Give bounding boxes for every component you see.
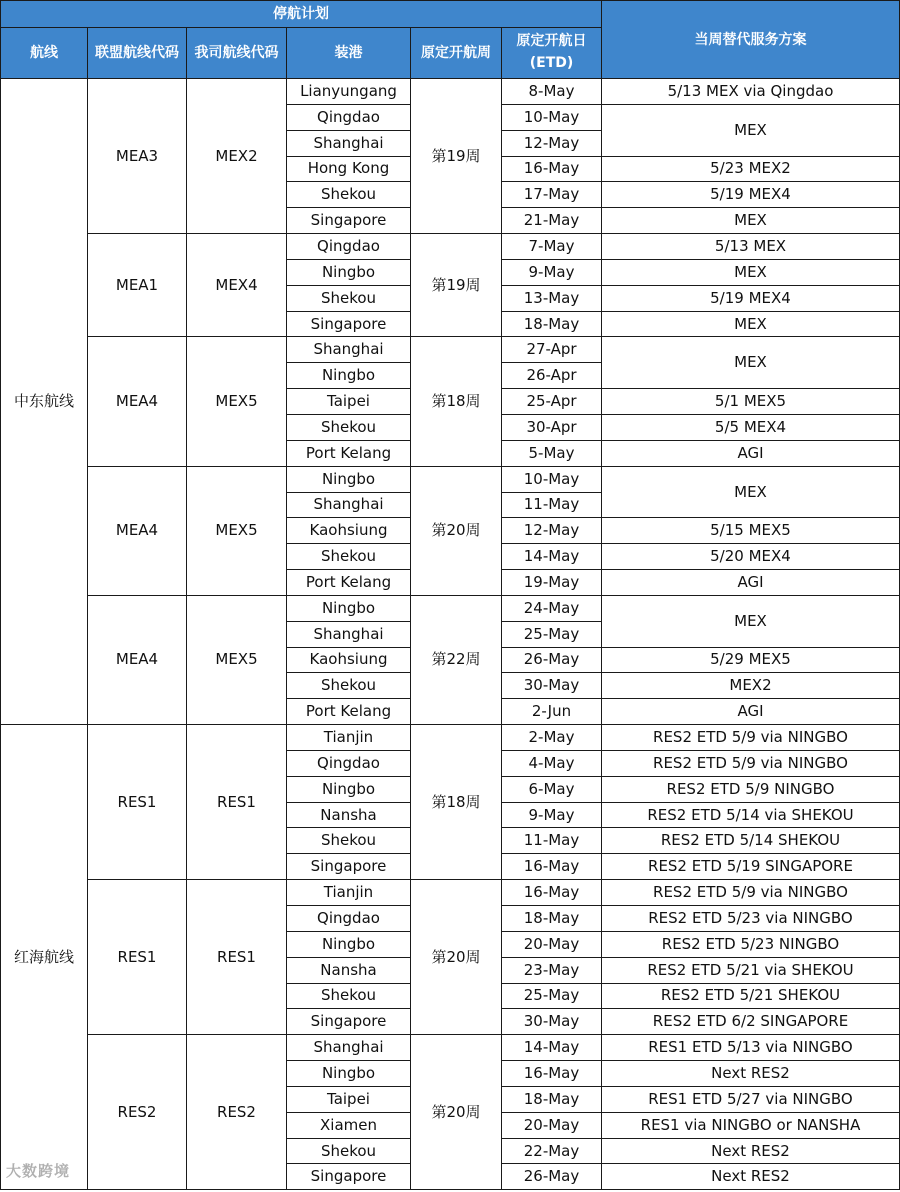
etd-cell: 18-May	[502, 1086, 602, 1112]
port-cell: Qingdao	[287, 234, 411, 260]
alternative-cell: MEX	[602, 311, 900, 337]
etd-header-line2: (ETD)	[529, 55, 574, 71]
etd-cell: 18-May	[502, 311, 602, 337]
etd-cell: 18-May	[502, 906, 602, 932]
port-cell: Qingdao	[287, 906, 411, 932]
alternative-cell: 5/13 MEX	[602, 234, 900, 260]
port-cell: Singapore	[287, 208, 411, 234]
table-row	[1, 234, 900, 260]
etd-cell: 20-May	[502, 1112, 602, 1138]
etd-cell: 4-May	[502, 750, 602, 776]
alternative-cell: AGI	[602, 570, 900, 596]
orig-week-cell: 第19周	[411, 234, 502, 337]
etd-cell: 27-Apr	[502, 337, 602, 363]
etd-cell: 14-May	[502, 544, 602, 570]
our-code-cell: MEX5	[187, 337, 287, 466]
orig-week-cell: 第20周	[411, 880, 502, 1035]
alliance-code-cell: RES1	[88, 725, 187, 880]
alternative-cell: 5/5 MEX4	[602, 414, 900, 440]
etd-cell: 17-May	[502, 182, 602, 208]
port-cell: Shekou	[287, 182, 411, 208]
alternative-cell: 5/13 MEX via Qingdao	[602, 79, 900, 105]
our-code-cell: MEX2	[187, 79, 287, 234]
alternative-cell: 5/19 MEX4	[602, 285, 900, 311]
etd-cell: 11-May	[502, 828, 602, 854]
port-cell: Shekou	[287, 414, 411, 440]
port-cell: Lianyungang	[287, 79, 411, 105]
orig-week-cell: 第19周	[411, 79, 502, 234]
alternative-cell: 5/29 MEX5	[602, 647, 900, 673]
port-cell: Shanghai	[287, 492, 411, 518]
port-cell: Shekou	[287, 285, 411, 311]
etd-header-line1: 原定开航日	[516, 33, 587, 50]
table-row	[1, 337, 900, 363]
col-header-our-code: 我司航线代码	[187, 28, 287, 79]
col-header-route: 航线	[1, 28, 88, 79]
alternative-cell: MEX	[602, 337, 900, 389]
port-cell: Singapore	[287, 1164, 411, 1190]
etd-cell: 25-May	[502, 983, 602, 1009]
alternative-cell: AGI	[602, 699, 900, 725]
alternative-cell: RES2 ETD 5/14 via SHEKOU	[602, 802, 900, 828]
col-header-alternative: 当周替代服务方案	[602, 1, 900, 79]
etd-cell: 11-May	[502, 492, 602, 518]
etd-cell: 30-Apr	[502, 414, 602, 440]
port-cell: Shekou	[287, 673, 411, 699]
alternative-cell: 5/20 MEX4	[602, 544, 900, 570]
etd-cell: 30-May	[502, 673, 602, 699]
etd-cell: 26-May	[502, 647, 602, 673]
alternative-cell: RES2 ETD 5/9 NINGBO	[602, 776, 900, 802]
etd-cell: 16-May	[502, 156, 602, 182]
port-cell: Xiamen	[287, 1112, 411, 1138]
etd-cell: 26-Apr	[502, 363, 602, 389]
table-row	[1, 79, 900, 105]
etd-cell: 25-Apr	[502, 389, 602, 415]
alternative-cell: MEX2	[602, 673, 900, 699]
col-header-port: 装港	[287, 28, 411, 79]
table-row	[1, 466, 900, 492]
etd-cell: 16-May	[502, 880, 602, 906]
port-cell: Taipei	[287, 389, 411, 415]
watermark-logo: 大数跨境	[6, 1162, 71, 1180]
port-cell: Ningbo	[287, 259, 411, 285]
alternative-cell: RES2 ETD 5/23 NINGBO	[602, 931, 900, 957]
table-row	[1, 880, 900, 906]
port-cell: Ningbo	[287, 931, 411, 957]
our-code-cell: RES2	[187, 1035, 287, 1190]
alliance-code-cell: MEA4	[88, 595, 187, 724]
etd-cell: 22-May	[502, 1138, 602, 1164]
alternative-cell: 5/23 MEX2	[602, 156, 900, 182]
etd-cell: 10-May	[502, 466, 602, 492]
port-cell: Singapore	[287, 1009, 411, 1035]
alternative-cell: RES2 ETD 5/14 SHEKOU	[602, 828, 900, 854]
alternative-cell: MEX	[602, 466, 900, 518]
etd-cell: 14-May	[502, 1035, 602, 1061]
port-cell: Hong Kong	[287, 156, 411, 182]
our-code-cell: RES1	[187, 725, 287, 880]
alliance-code-cell: RES2	[88, 1035, 187, 1190]
etd-cell: 30-May	[502, 1009, 602, 1035]
etd-cell: 23-May	[502, 957, 602, 983]
etd-cell: 20-May	[502, 931, 602, 957]
etd-cell: 24-May	[502, 595, 602, 621]
route-cell: 红海航线	[1, 725, 88, 1190]
port-cell: Shekou	[287, 544, 411, 570]
orig-week-cell: 第18周	[411, 337, 502, 466]
port-cell: Port Kelang	[287, 570, 411, 596]
port-cell: Ningbo	[287, 776, 411, 802]
port-cell: Ningbo	[287, 363, 411, 389]
etd-cell: 12-May	[502, 518, 602, 544]
port-cell: Tianjin	[287, 880, 411, 906]
alternative-cell: RES2 ETD 5/21 SHEKOU	[602, 983, 900, 1009]
our-code-cell: RES1	[187, 880, 287, 1035]
alternative-cell: MEX	[602, 259, 900, 285]
alternative-cell: RES1 via NINGBO or NANSHA	[602, 1112, 900, 1138]
etd-cell: 16-May	[502, 854, 602, 880]
port-cell: Ningbo	[287, 466, 411, 492]
etd-cell: 13-May	[502, 285, 602, 311]
port-cell: Shanghai	[287, 1035, 411, 1061]
alternative-cell: AGI	[602, 440, 900, 466]
etd-cell: 12-May	[502, 130, 602, 156]
port-cell: Port Kelang	[287, 440, 411, 466]
port-cell: Shekou	[287, 1138, 411, 1164]
etd-cell: 2-May	[502, 725, 602, 751]
etd-cell: 2-Jun	[502, 699, 602, 725]
port-cell: Ningbo	[287, 1061, 411, 1087]
port-cell: Nansha	[287, 802, 411, 828]
etd-cell: 26-May	[502, 1164, 602, 1190]
alternative-cell: 5/19 MEX4	[602, 182, 900, 208]
alliance-code-cell: MEA4	[88, 466, 187, 595]
table-row	[1, 1035, 900, 1061]
etd-cell: 19-May	[502, 570, 602, 596]
port-cell: Port Kelang	[287, 699, 411, 725]
group-title-header: 停航计划	[1, 1, 602, 28]
alternative-cell: MEX	[602, 104, 900, 156]
alternative-cell: Next RES2	[602, 1138, 900, 1164]
port-cell: Taipei	[287, 1086, 411, 1112]
alternative-cell: RES1 ETD 5/13 via NINGBO	[602, 1035, 900, 1061]
etd-cell: 5-May	[502, 440, 602, 466]
port-cell: Ningbo	[287, 595, 411, 621]
alternative-cell: RES2 ETD 5/23 via NINGBO	[602, 906, 900, 932]
etd-cell: 21-May	[502, 208, 602, 234]
etd-cell: 25-May	[502, 621, 602, 647]
col-header-orig-week: 原定开航周	[411, 28, 502, 79]
orig-week-cell: 第20周	[411, 1035, 502, 1190]
port-cell: Shanghai	[287, 621, 411, 647]
etd-cell: 16-May	[502, 1061, 602, 1087]
our-code-cell: MEX4	[187, 234, 287, 337]
our-code-cell: MEX5	[187, 595, 287, 724]
port-cell: Kaohsiung	[287, 647, 411, 673]
col-header-etd	[502, 28, 602, 79]
alternative-cell: 5/15 MEX5	[602, 518, 900, 544]
port-cell: Qingdao	[287, 750, 411, 776]
port-cell: Shanghai	[287, 130, 411, 156]
port-cell: Nansha	[287, 957, 411, 983]
alternative-cell: 5/1 MEX5	[602, 389, 900, 415]
etd-cell: 9-May	[502, 802, 602, 828]
orig-week-cell: 第20周	[411, 466, 502, 595]
port-cell: Tianjin	[287, 725, 411, 751]
alternative-cell: MEX	[602, 208, 900, 234]
alternative-cell: RES1 ETD 5/27 via NINGBO	[602, 1086, 900, 1112]
alternative-cell: Next RES2	[602, 1061, 900, 1087]
schedule-body	[1, 79, 900, 1190]
alternative-cell: MEX	[602, 595, 900, 647]
port-cell: Shekou	[287, 828, 411, 854]
alternative-cell: RES2 ETD 5/21 via SHEKOU	[602, 957, 900, 983]
alternative-cell: Next RES2	[602, 1164, 900, 1190]
port-cell: Kaohsiung	[287, 518, 411, 544]
alternative-cell: RES2 ETD 5/9 via NINGBO	[602, 725, 900, 751]
port-cell: Singapore	[287, 854, 411, 880]
our-code-cell: MEX5	[187, 466, 287, 595]
alternative-cell: RES2 ETD 5/19 SINGAPORE	[602, 854, 900, 880]
route-cell: 中东航线	[1, 79, 88, 725]
alternative-cell: RES2 ETD 5/9 via NINGBO	[602, 880, 900, 906]
alliance-code-cell: RES1	[88, 880, 187, 1035]
etd-cell: 8-May	[502, 79, 602, 105]
alliance-code-cell: MEA4	[88, 337, 187, 466]
etd-cell: 9-May	[502, 259, 602, 285]
alternative-cell: RES2 ETD 5/9 via NINGBO	[602, 750, 900, 776]
etd-cell: 7-May	[502, 234, 602, 260]
orig-week-cell: 第22周	[411, 595, 502, 724]
table-row	[1, 725, 900, 751]
etd-cell: 6-May	[502, 776, 602, 802]
alliance-code-cell: MEA1	[88, 234, 187, 337]
alliance-code-cell: MEA3	[88, 79, 187, 234]
etd-cell: 10-May	[502, 104, 602, 130]
table-row	[1, 595, 900, 621]
port-cell: Qingdao	[287, 104, 411, 130]
orig-week-cell: 第18周	[411, 725, 502, 880]
port-cell: Singapore	[287, 311, 411, 337]
alternative-cell: RES2 ETD 6/2 SINGAPORE	[602, 1009, 900, 1035]
port-cell: Shekou	[287, 983, 411, 1009]
port-cell: Shanghai	[287, 337, 411, 363]
col-header-alliance-code: 联盟航线代码	[88, 28, 187, 79]
